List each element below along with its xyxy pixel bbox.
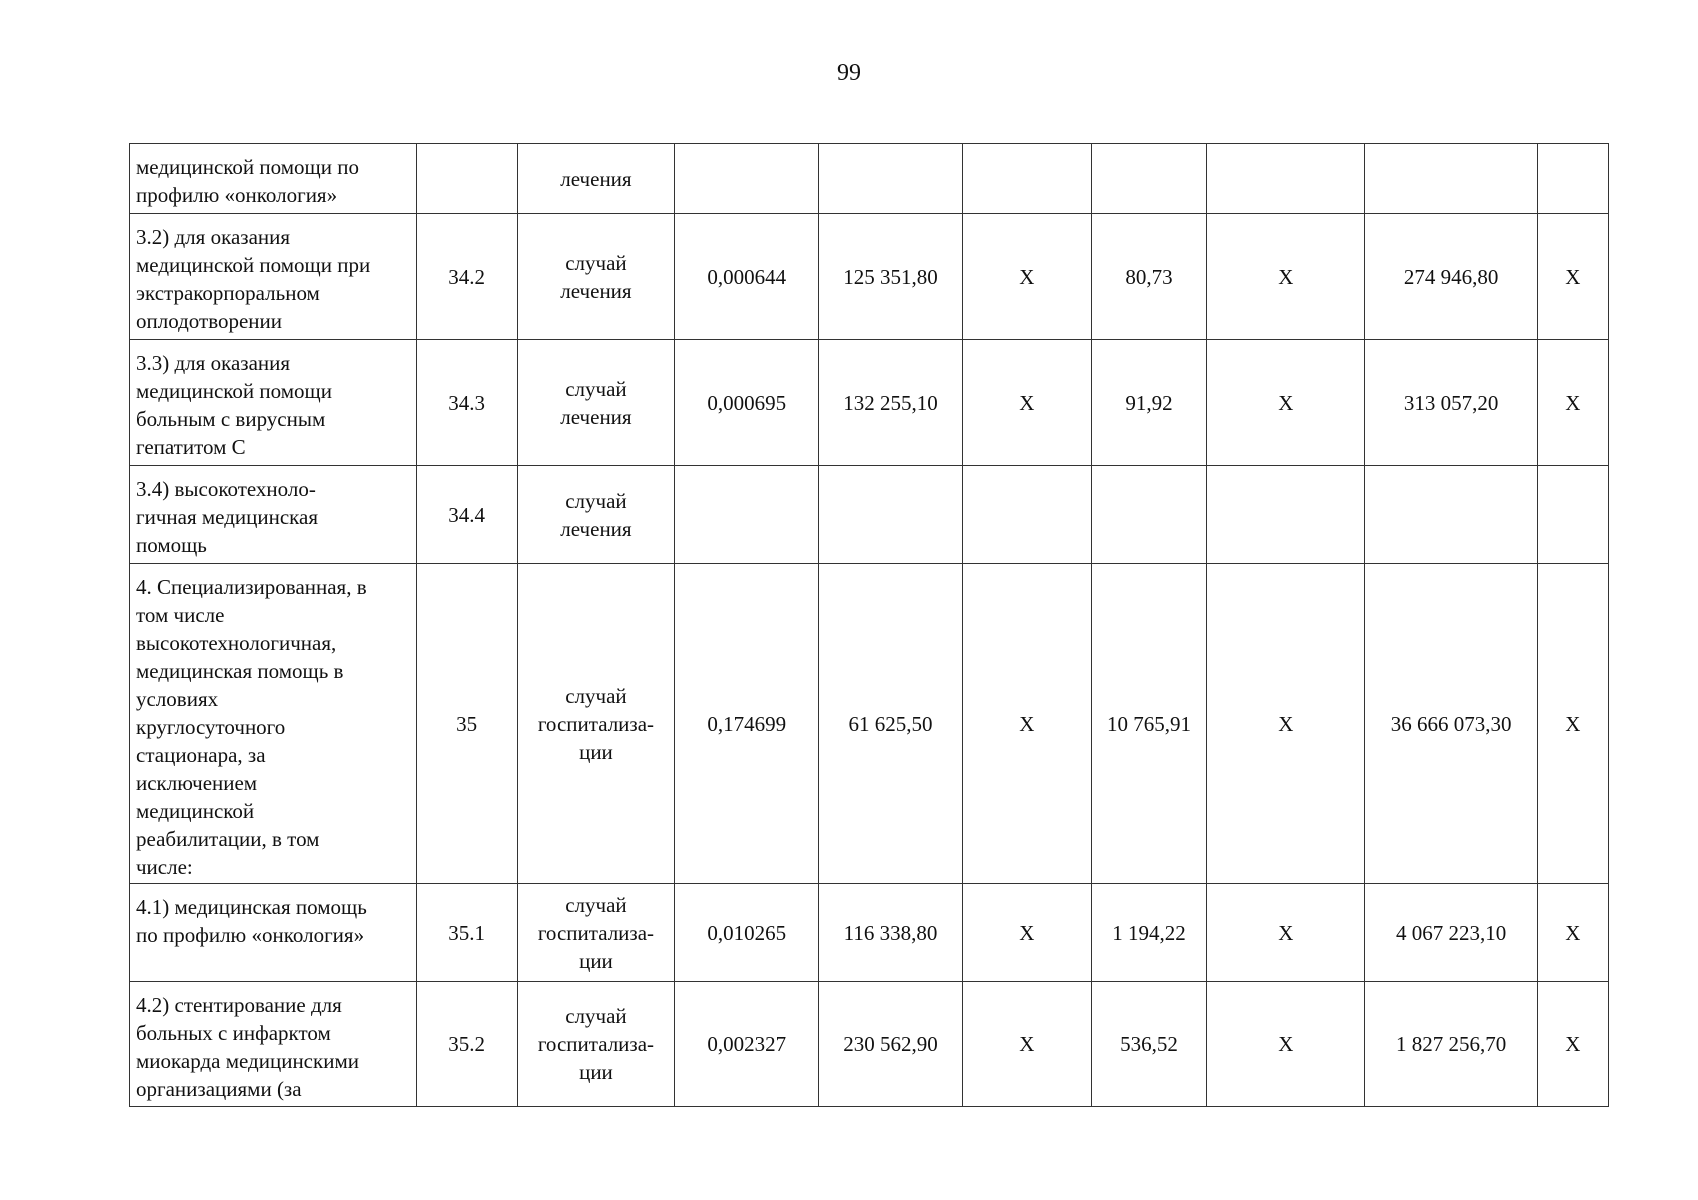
row-unit-line: госпитализа- bbox=[537, 1032, 655, 1056]
row-unit-line: лечения bbox=[560, 278, 632, 303]
total-cell: 313 057,20 bbox=[1365, 340, 1537, 466]
row-unit-line: ции bbox=[579, 739, 613, 764]
row-code-cell bbox=[416, 144, 517, 214]
row-name-line: организациями (за bbox=[136, 1077, 302, 1101]
row-unit-line: случай bbox=[565, 250, 627, 275]
x-cell-1: Х bbox=[962, 340, 1091, 466]
row-unit-line: случай bbox=[565, 376, 627, 401]
x-cell-2 bbox=[1207, 466, 1365, 564]
row-name-line: медицинской bbox=[136, 799, 255, 823]
row-name-line: числе: bbox=[136, 855, 193, 879]
x-cell-3: Х bbox=[1537, 340, 1608, 466]
row-name-cell bbox=[130, 564, 417, 884]
row-unit-line: ции bbox=[579, 1060, 613, 1084]
cost-cell: 230 562,90 bbox=[819, 982, 962, 1107]
per-capita-cell: 91,92 bbox=[1091, 340, 1206, 466]
table-row bbox=[130, 144, 1609, 214]
row-name-line: по профилю «онкология» bbox=[136, 923, 365, 947]
row-name-line: 4.2) стентирование для bbox=[136, 993, 342, 1017]
table-row bbox=[130, 884, 1609, 982]
frequency-cell: 0,000644 bbox=[675, 214, 819, 340]
row-unit-cell bbox=[517, 884, 674, 982]
row-code-cell: 35.2 bbox=[416, 982, 517, 1107]
row-name-line: 3.4) высокотехноло- bbox=[136, 477, 316, 501]
per-capita-cell: 536,52 bbox=[1091, 982, 1206, 1107]
cost-cell: 116 338,80 bbox=[819, 884, 962, 982]
row-name-line: стационара, за bbox=[136, 743, 266, 767]
table-row bbox=[130, 214, 1609, 340]
row-name-line: 3.3) для оказания bbox=[136, 351, 291, 375]
row-name-line: 3.2) для оказания bbox=[136, 225, 291, 249]
row-unit-cell bbox=[517, 340, 674, 466]
row-unit-line: госпитализа- bbox=[537, 711, 655, 736]
row-unit-line: лечения bbox=[560, 166, 632, 191]
cost-cell bbox=[819, 144, 962, 214]
data-table bbox=[129, 143, 1609, 1107]
x-cell-3 bbox=[1537, 144, 1608, 214]
row-name-line: гепатитом С bbox=[136, 435, 246, 459]
total-cell: 36 666 073,30 bbox=[1365, 564, 1537, 884]
row-name-line: профилю «онкология» bbox=[136, 183, 338, 207]
row-name-line: миокарда медицинскими bbox=[136, 1049, 359, 1073]
row-name-line: медицинской помощи при bbox=[136, 253, 371, 277]
cost-cell: 61 625,50 bbox=[819, 564, 962, 884]
row-unit-line: случай bbox=[565, 892, 627, 917]
row-name-cell bbox=[130, 982, 417, 1107]
frequency-cell: 0,174699 bbox=[675, 564, 819, 884]
table-row bbox=[130, 340, 1609, 466]
x-cell-2: Х bbox=[1207, 884, 1365, 982]
row-name-line: высокотехнологичная, bbox=[136, 631, 337, 655]
table-row bbox=[130, 982, 1609, 1107]
row-code-cell: 35.1 bbox=[416, 884, 517, 982]
total-cell: 1 827 256,70 bbox=[1365, 982, 1537, 1107]
frequency-cell bbox=[675, 144, 819, 214]
x-cell-1: Х bbox=[962, 214, 1091, 340]
x-cell-3: Х bbox=[1537, 214, 1608, 340]
row-unit-line: случай bbox=[565, 683, 627, 708]
x-cell-1 bbox=[962, 144, 1091, 214]
row-unit-line: ции bbox=[579, 948, 613, 973]
cost-cell: 132 255,10 bbox=[819, 340, 962, 466]
row-unit-line: случай bbox=[565, 488, 627, 513]
row-code-cell: 34.4 bbox=[416, 466, 517, 564]
row-name-cell bbox=[130, 340, 417, 466]
row-name-line: медицинской помощи bbox=[136, 379, 332, 403]
frequency-cell: 0,002327 bbox=[675, 982, 819, 1107]
row-name-line: экстракорпоральном bbox=[136, 281, 320, 305]
row-unit-cell bbox=[517, 214, 674, 340]
x-cell-2: Х bbox=[1207, 564, 1365, 884]
row-name-line: круглосуточного bbox=[136, 715, 286, 739]
cost-cell bbox=[819, 466, 962, 564]
total-cell bbox=[1365, 466, 1537, 564]
cost-cell: 125 351,80 bbox=[819, 214, 962, 340]
row-name-cell bbox=[130, 144, 417, 214]
frequency-cell: 0,010265 bbox=[675, 884, 819, 982]
x-cell-1: Х bbox=[962, 884, 1091, 982]
per-capita-cell: 80,73 bbox=[1091, 214, 1206, 340]
per-capita-cell bbox=[1091, 466, 1206, 564]
row-name-line: том числе bbox=[136, 603, 225, 627]
row-unit-cell bbox=[517, 144, 674, 214]
row-name-line: больным с вирусным bbox=[136, 407, 326, 431]
row-unit-line: лечения bbox=[560, 516, 632, 541]
row-name-line: условиях bbox=[136, 687, 219, 711]
row-name-cell bbox=[130, 884, 417, 982]
row-unit-line: лечения bbox=[560, 404, 632, 429]
row-name-line: помощь bbox=[136, 533, 207, 557]
x-cell-1 bbox=[962, 466, 1091, 564]
row-name-line: реабилитации, в том bbox=[136, 827, 320, 851]
total-cell bbox=[1365, 144, 1537, 214]
row-code-cell: 34.3 bbox=[416, 340, 517, 466]
row-code-cell: 34.2 bbox=[416, 214, 517, 340]
x-cell-1: Х bbox=[962, 982, 1091, 1107]
x-cell-3: Х bbox=[1537, 884, 1608, 982]
row-name-line: исключением bbox=[136, 771, 258, 795]
x-cell-3: Х bbox=[1537, 564, 1608, 884]
row-name-line: гичная медицинская bbox=[136, 505, 319, 529]
x-cell-1: Х bbox=[962, 564, 1091, 884]
row-unit-cell bbox=[517, 982, 674, 1107]
row-name-line: 4. Специализированная, в bbox=[136, 575, 367, 599]
row-name-line: медицинской помощи по bbox=[136, 155, 359, 179]
x-cell-3: Х bbox=[1537, 982, 1608, 1107]
row-unit-line: госпитализа- bbox=[537, 920, 655, 945]
row-code-cell: 35 bbox=[416, 564, 517, 884]
per-capita-cell bbox=[1091, 144, 1206, 214]
row-name-line: больных с инфарктом bbox=[136, 1021, 331, 1045]
row-name-line: оплодотворении bbox=[136, 309, 283, 333]
x-cell-3 bbox=[1537, 466, 1608, 564]
x-cell-2 bbox=[1207, 144, 1365, 214]
frequency-cell bbox=[675, 466, 819, 564]
page-number: 99 bbox=[837, 60, 861, 86]
row-unit-cell bbox=[517, 466, 674, 564]
table-row bbox=[130, 564, 1609, 884]
row-name-cell bbox=[130, 466, 417, 564]
row-name-line: медицинская помощь в bbox=[136, 659, 344, 683]
x-cell-2: Х bbox=[1207, 340, 1365, 466]
frequency-cell: 0,000695 bbox=[675, 340, 819, 466]
row-name-cell bbox=[130, 214, 417, 340]
per-capita-cell: 1 194,22 bbox=[1091, 884, 1206, 982]
row-unit-cell bbox=[517, 564, 674, 884]
table-row bbox=[130, 466, 1609, 564]
x-cell-2: Х bbox=[1207, 982, 1365, 1107]
total-cell: 274 946,80 bbox=[1365, 214, 1537, 340]
row-name-line: 4.1) медицинская помощь bbox=[136, 895, 367, 919]
total-cell: 4 067 223,10 bbox=[1365, 884, 1537, 982]
x-cell-2: Х bbox=[1207, 214, 1365, 340]
row-unit-line: случай bbox=[565, 1004, 627, 1028]
per-capita-cell: 10 765,91 bbox=[1091, 564, 1206, 884]
